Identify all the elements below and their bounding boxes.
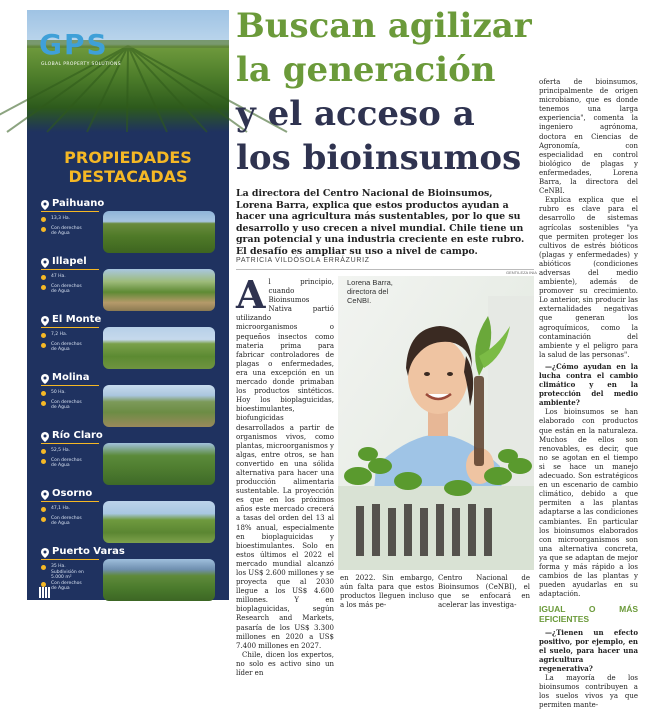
headline-line-1: Buscan agilizar [236, 6, 532, 46]
property-paihuano[interactable] [41, 200, 217, 254]
bullet-icon [41, 285, 46, 290]
divider [236, 269, 534, 270]
gps-tagline: GLOBAL PROPERTY SOLUTIONS [41, 62, 121, 67]
property-name: Paihuano [52, 198, 105, 209]
column-4-paragraph-2: Explica explica que el rubro es clave para el desarrollo de sistemas agrícolas sostenibles "ya que permiten proteger los cultivos de estrés bióticos (plagas y enfermedades) y abióticos (condiciones adversas del medio ambiente), además de promover su crecimiento. Lo anterior, sin producir las externalidades negativas que generan los agroquímicos, como la contaminación del ambiente y el peligro para la salud de las personas". [539, 196, 638, 359]
property-osorno[interactable] [41, 490, 217, 544]
location-pin-icon [41, 490, 49, 500]
bullet-icon [41, 275, 46, 280]
bullet-icon [41, 565, 46, 570]
article-column-4 [539, 78, 638, 710]
qr-code-icon[interactable] [39, 587, 50, 598]
property-water: Con derechos de Agua [51, 458, 82, 468]
divider [41, 559, 99, 560]
property-name: Illapel [52, 256, 87, 267]
interview-answer-1: Los bioinsumos se han elaborado con productos que están en la naturaleza. Muchos de ellos son renovables, es decir, que no se agotan en el tiempo si se hace un manejo adecuado. Son estratégicos en un escenario de cambio climático, debido a que permiten a las plantas adaptarse a las condiciones cambiantes. En particular los bioinsumos elaborados con microorganismos son una alternativa concreta, ya que se adaptan de mejor forma y más rápido a los cambios de las plantas y pueden ayudarlas en su adaptación. [539, 408, 638, 599]
interview-question-2: —¿Tienen un efecto positivo, por ejemplo, en el suelo, para hacer una agricultura regenerativa? [539, 627, 638, 673]
bullet-icon [41, 459, 46, 464]
location-pin-icon [41, 374, 49, 384]
property-name: Osorno [52, 488, 93, 499]
headline-line-2: la generación [236, 50, 496, 90]
property-area: 50 Ha. [51, 390, 66, 395]
photo-caption: Lorena Barra, directora del CeNBI. [347, 278, 393, 305]
divider [41, 327, 99, 328]
bullet-icon [41, 507, 46, 512]
interview-question-1: —¿Cómo ayudan en la lucha contra el cambio climático y en la protección del medio ambiente? [539, 361, 638, 408]
article-column-3: Centro Nacional de Bioinsumos (CeNBI), el que se enfocará en acelerar las investiga- [438, 574, 530, 610]
divider [41, 501, 99, 502]
article-column-2: en 2022. Sin embargo, aún falta para que estos productos lleguen incluso a los más pe- [340, 574, 434, 610]
property-rio-claro[interactable] [41, 432, 217, 486]
property-name: Río Claro [52, 430, 103, 441]
article-byline: PATRICIA VILDÓSOLA ERRÁZURIZ [236, 257, 370, 264]
gps-advertisement [27, 10, 229, 600]
ad-field-banner [27, 10, 229, 132]
property-area: 13,3 Ha. [51, 216, 71, 221]
divider [41, 385, 99, 386]
article-photo [338, 276, 534, 570]
location-pin-icon [41, 548, 49, 558]
divider [41, 443, 99, 444]
bullet-icon [41, 517, 46, 522]
property-water: Con derechos de Agua [51, 342, 82, 352]
researcher-with-plants-image [338, 276, 534, 570]
bullet-icon [41, 401, 46, 406]
column-1-text: l principio, cuando Bioinsumos Nativa partió utilizando microorganismos o pequeños insectos como materia prima para fabricar controladores de plagas o enfermedades, era una excepción en un mercado donde primaban los productos sintéticos. Hoy los bioplaguicidas, bioestimulantes, biofungicidas desarrollados a partir de organismos vivos, como plantas, microorganismos y algas, entre otros, se han convertido en una sólida alternativa para hacer una producción alimentaria sustentable. La proyección es que en los próximos años este mercado crecerá a tasas del orden del 13 al 18% anual, especialmente en bioplaguicidas y bioestimulantes. Solo en estos últimos el 2022 el mercado mundial alcanzó los US$ 2.600 millones y se proyecta que al 2030 llegue a los US$ 4.600 millones. Y en bioplaguicidas, según Research and Markets, pasaría de los US$ 3.300 millones en 2020 a US$ 7.400 millones en 2027. [236, 278, 334, 650]
gps-logo [39, 28, 109, 61]
featured-title-line1: PROPIEDADES [64, 148, 192, 167]
property-name: Molina [52, 372, 90, 383]
property-illapel[interactable] [41, 258, 217, 312]
property-photo [103, 443, 215, 485]
bullet-icon [41, 333, 46, 338]
property-water: Con derechos de Agua [51, 226, 82, 236]
section-subhead: IGUAL O MÁS EFICIENTES [539, 604, 638, 624]
featured-properties-title [27, 148, 229, 186]
property-water: Con derechos de Agua [51, 284, 82, 294]
location-pin-icon [41, 258, 49, 268]
featured-title-line2: DESTACADAS [68, 167, 188, 186]
photo-credit: GENTILEZA INIA [506, 270, 537, 275]
property-area: 52,5 Ha. [51, 448, 71, 453]
property-photo [103, 211, 215, 253]
property-subdivision: Subdivisión en 5.000 m² [51, 570, 84, 580]
bullet-icon [41, 449, 46, 454]
article-dek: La directora del Centro Nacional de Bioinsumos, Lorena Barra, explica que estos productos ayudan a hacer una agricultura más sustentables, por lo que su desarrollo y uso crecen a nivel mundial. Chile tiene un gran potencial y una industria creciente en este rubro. El desafío es ampliar su uso a nivel de campo. [236, 188, 525, 257]
location-pin-icon [41, 316, 49, 326]
dropcap: A [236, 272, 266, 317]
property-name: Puerto Varas [52, 546, 125, 557]
interview-answer-2: La mayoría de los bioinsumos contribuyen a los suelos vivos ya que permiten mante- [539, 674, 638, 710]
bullet-icon [41, 391, 46, 396]
property-photo [103, 385, 215, 427]
bullet-icon [41, 217, 46, 222]
property-area: 47 Ha. [51, 274, 66, 279]
property-area: 7,2 Ha. [51, 332, 68, 337]
article-column-1 [236, 272, 334, 678]
headline-line-4: los bioinsumos [236, 138, 522, 178]
location-pin-icon [41, 200, 49, 210]
property-water: Con derechos de Agua [51, 400, 82, 410]
property-name: El Monte [52, 314, 102, 325]
property-photo [103, 559, 215, 601]
bullet-icon [41, 343, 46, 348]
bullet-icon [41, 227, 46, 232]
property-water: Con derechos de Agua [51, 516, 82, 526]
property-photo [103, 501, 215, 543]
property-area: 47,1 Ha. [51, 506, 71, 511]
column-4-paragraph-1: oferta de bioinsumos, principalmente de origen microbiano, que es donde tenemos una larga experiencia", comenta la ingeniero agrónoma, doctora en Ciencias de Agronomía, con especialidad en control biológico de plagas y enfermedades, Lorena Barra, la directora del CeNBI. [539, 78, 638, 196]
divider [41, 269, 99, 270]
divider [41, 211, 99, 212]
property-el-monte[interactable] [41, 316, 217, 370]
property-photo [103, 327, 215, 369]
column-1-paragraph-2: Chile, dicen los expertos, no solo es activo sino un líder en [236, 650, 334, 678]
property-photo [103, 269, 215, 311]
gps-logo-text: GPS [39, 28, 109, 61]
headline-line-3: y el acceso a [236, 94, 475, 134]
property-water: Con derechos de Agua [51, 581, 82, 591]
property-puerto-varas[interactable] [41, 548, 217, 602]
property-molina[interactable] [41, 374, 217, 428]
property-area: 35 Ha. [51, 564, 66, 569]
location-pin-icon [41, 432, 49, 442]
